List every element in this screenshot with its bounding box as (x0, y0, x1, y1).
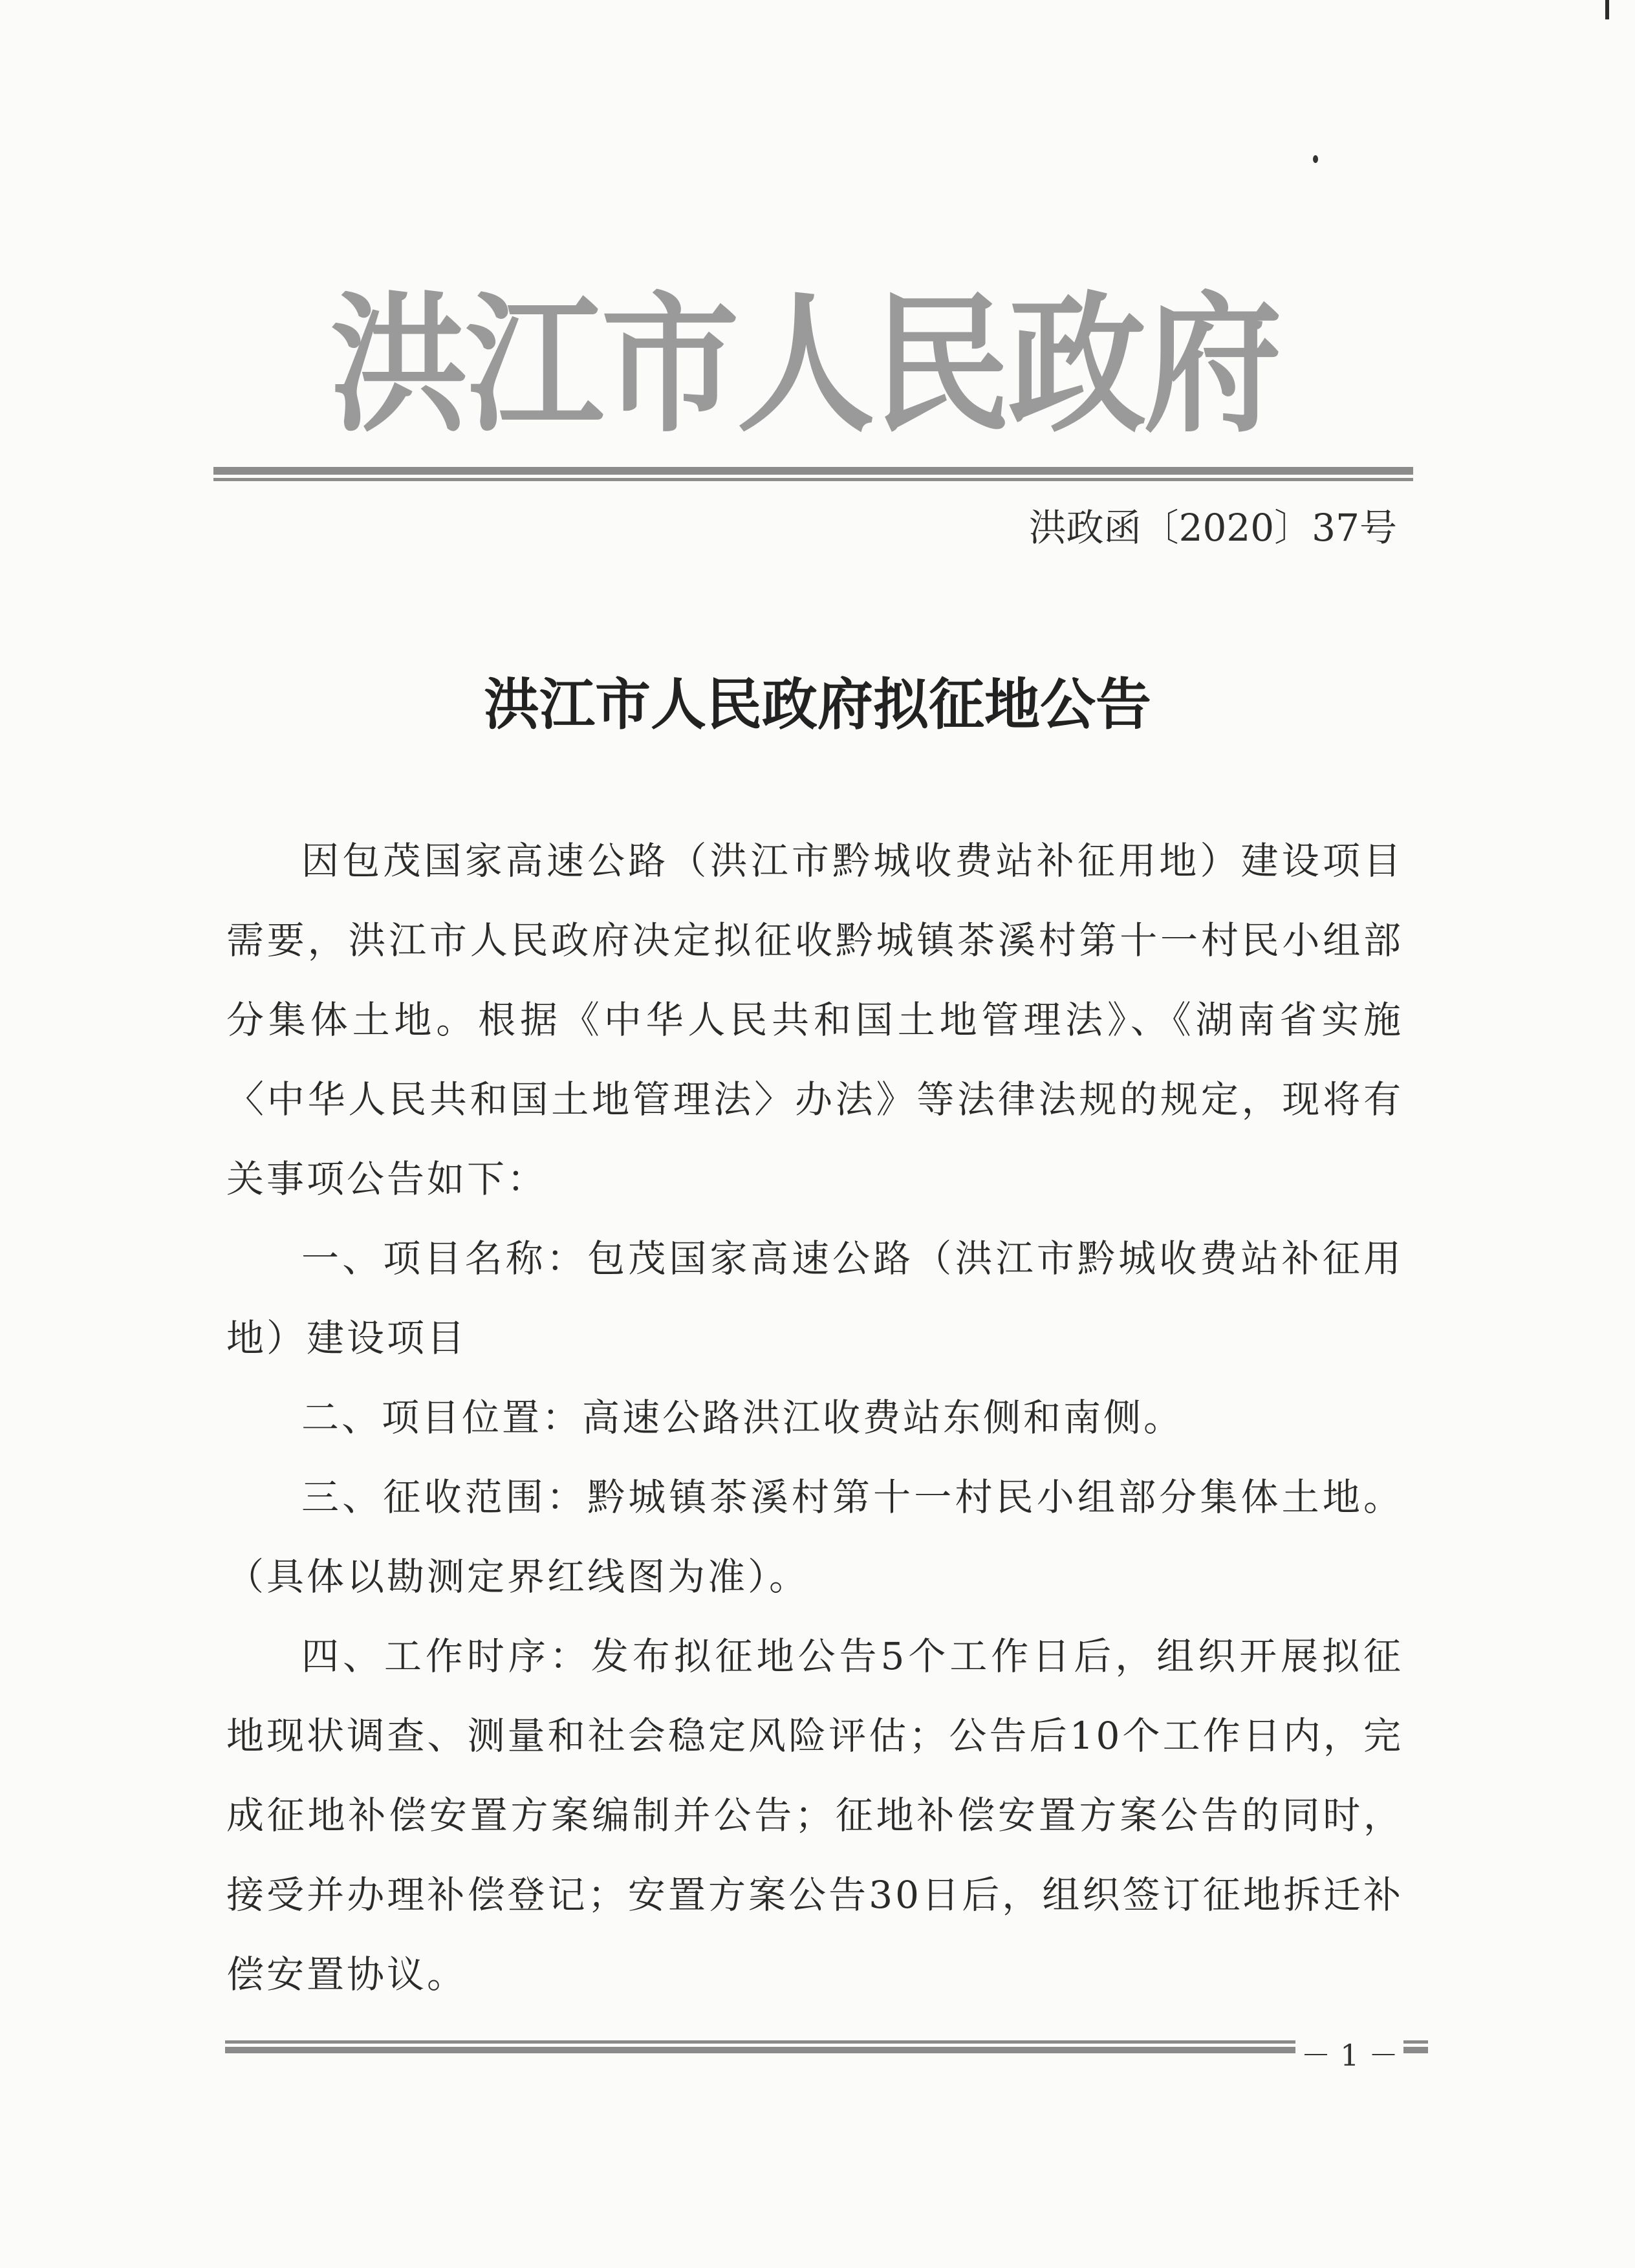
paragraph-intro: 因包茂国家高速公路（洪江市黔城收费站补征用地）建设项目需要，洪江市人民政府决定拟征收黔城镇茶溪村第十一村民小组部分集体土地。根据《中华人民共和国土地管理法》、《湖南省实施〈中华人民共和国土地管理法〉办法》等法律法规的规定，现将有关事项公告如下： (226, 839, 1403, 1201)
paragraph-scope: 三、征收范围：黔城镇茶溪村第十一村民小组部分集体土地。（具体以勘测定界红线图为准）。 (226, 1475, 1403, 1599)
footer-rule-thick (225, 2047, 1428, 2053)
masthead: 洪江市人民政府 (330, 278, 1280, 453)
paragraph-project-location: 二、项目位置：高速公路洪江收费站东侧和南侧。 (301, 1396, 1184, 1440)
header-rule-thick (213, 467, 1413, 475)
scan-edge-mark (1605, 0, 1609, 19)
scan-speck (1313, 155, 1318, 163)
footer-double-rule (225, 2040, 1428, 2053)
page-number: － 1 － (1295, 2036, 1403, 2075)
paragraph-schedule: 四、工作时序：发布拟征地公告5个工作日后，组织开展拟征地现状调查、测量和社会稳定风险评估；公告后10个工作日内，完成征地补偿安置方案编制并公告；征地补偿安置方案公告的同时，接受并办理补偿登记；安置方案公告30日后，组织签订征地拆迁补偿安置协议。 (226, 1634, 1403, 1996)
paragraph-project-name: 一、项目名称：包茂国家高速公路（洪江市黔城收费站补征用地）建设项目 (226, 1237, 1403, 1360)
document-number: 洪政函〔2020〕37号 (1028, 506, 1397, 550)
header-rule-thin (213, 478, 1413, 481)
header-double-rule (213, 467, 1413, 482)
footer-rule-thin (225, 2040, 1428, 2044)
document-title: 洪江市人民政府拟征地公告 (484, 672, 1151, 737)
document-body (226, 821, 1403, 2014)
